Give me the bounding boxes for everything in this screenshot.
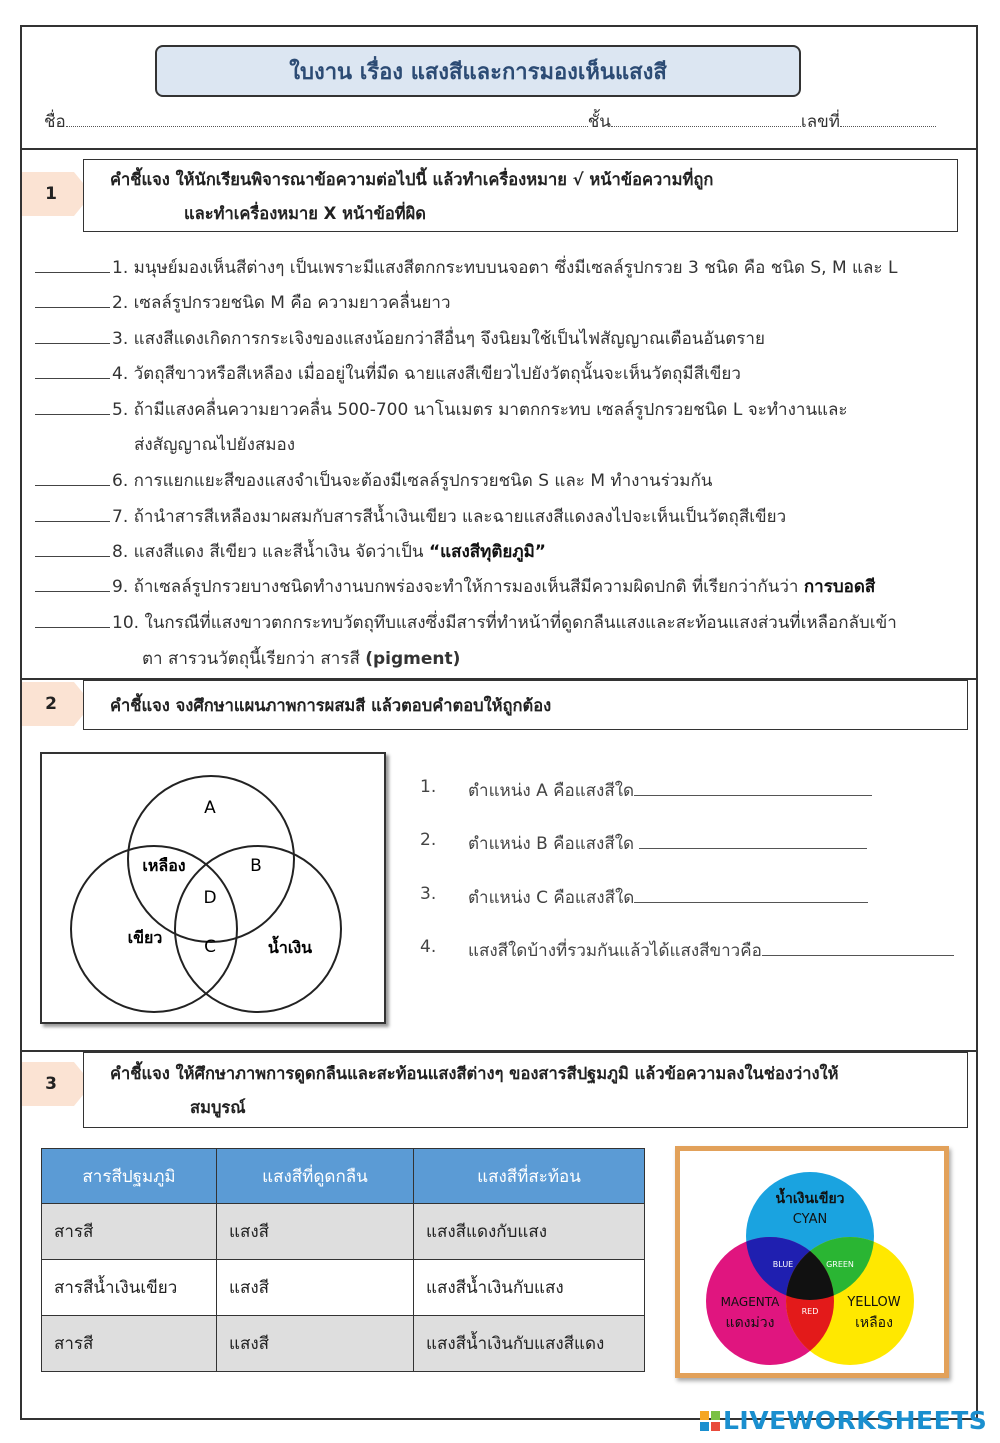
section-1-instruction — [83, 159, 958, 232]
table-row — [42, 1204, 645, 1260]
statement-9: 9. ถ้าเซลล์รูปกรวยบางชนิดทำงานบกพร่องจะทำให้การมองเห็นสีมีความผิดปกติ ที่เรียกว่ากันว่า การบอดสี — [35, 573, 875, 600]
brand-footer[interactable] — [700, 1406, 987, 1435]
statement-5: 5. ถ้ามีแสงคลื่นความยาวคลื่น 500-700 นาโนเมตร มาตกกระทบ เซลล์รูปกรวยชนิด L จะทำงานและ — [35, 396, 848, 423]
answer-blank[interactable] — [35, 414, 110, 415]
statement-10-cont: ตา สารวนวัตถุนี้เรียกว่า สารสี (pigment) — [142, 649, 461, 669]
table-cell[interactable]: แสงสีน้ำเงินกับแสง — [414, 1260, 645, 1316]
table-row — [42, 1260, 645, 1316]
worksheet-title-box — [155, 45, 801, 97]
answer-blank[interactable] — [35, 485, 110, 486]
name-label: ชื่อ — [44, 112, 66, 132]
statement-5-cont: ส่งสัญญาณไปยังสมอง — [134, 435, 296, 455]
number-label: เลขที่ — [800, 112, 840, 132]
name-field[interactable] — [66, 112, 588, 127]
class-field[interactable] — [611, 112, 801, 127]
section-2-number: 2 — [45, 694, 57, 714]
table-header: สารสีปฐมภูมิ — [42, 1149, 217, 1204]
cyan-thai-label: น้ำเงินเขียว — [775, 1191, 845, 1207]
liveworksheets-logo-icon — [700, 1411, 720, 1431]
section-1-instruction-line1: คำชี้แจง ให้นักเรียนพิจารณาข้อความต่อไปนี้ แล้วทำเครื่องหมาย √ หน้าข้อความที่ถูก — [110, 170, 714, 189]
venn-label-green: เขียว — [127, 928, 163, 947]
section-3-number: 3 — [45, 1074, 57, 1094]
venn-label-a: A — [204, 798, 216, 818]
blue-label: BLUE — [772, 1260, 794, 1269]
venn-label-d: D — [203, 888, 217, 908]
answer-blank[interactable] — [35, 307, 110, 308]
table-cell[interactable]: สารสี — [42, 1316, 217, 1372]
cyan-label: CYAN — [792, 1212, 828, 1227]
answer-blank[interactable] — [35, 556, 110, 557]
magenta-label: MAGENTA — [720, 1295, 780, 1309]
brand-text: LIVEWORKSHEETS — [723, 1406, 988, 1435]
statement-6: 6. การแยกแยะสีของแสงจำเป็นจะต้องมีเซลล์รูปกรวยชนิด S และ M ทำงานร่วมกัน — [35, 467, 712, 494]
section-1-marker — [22, 172, 88, 216]
answer-blank[interactable] — [35, 272, 110, 273]
venn-label-c: C — [204, 937, 216, 957]
green-label: GREEN — [826, 1260, 854, 1269]
cmy-venn-diagram — [675, 1146, 949, 1378]
yellow-label: YELLOW — [847, 1295, 901, 1310]
answer-field[interactable] — [639, 834, 867, 849]
section-3-instruction-line1: คำชี้แจง ให้ศึกษาภาพการดูดกลืนและสะท้อนแสงสีต่างๆ ของสารสีปฐมภูมิ แล้วข้อความลงในช่องว่างให้ — [110, 1064, 839, 1083]
statement-8: 8. แสงสีแดง สีเขียว และสีน้ำเงิน จัดว่าเป็น “แสงสีทุติยภูมิ” — [35, 538, 546, 565]
section-2-instruction-text: คำชี้แจง จงศึกษาแผนภาพการผสมสี แล้วตอบคำตอบให้ถูกต้อง — [110, 696, 552, 715]
class-label: ชั้น — [587, 112, 611, 132]
table-cell[interactable]: แสงสี — [217, 1316, 414, 1372]
table-header-row — [42, 1149, 645, 1204]
table-cell[interactable]: แสงสี — [217, 1204, 414, 1260]
red-label: RED — [801, 1307, 819, 1316]
section-2-instruction — [83, 680, 968, 730]
venn-label-b: B — [250, 856, 262, 876]
statement-2: 2. เซลล์รูปกรวยชนิด M คือ ความยาวคลื่นยาว — [35, 289, 451, 316]
table-cell[interactable]: แสงสี — [217, 1260, 414, 1316]
number-field[interactable] — [840, 112, 936, 127]
section-3-instruction-line2: สมบูรณ์ — [190, 1098, 246, 1117]
venn-label-blue: น้ำเงิน — [267, 938, 313, 957]
worksheet-title: ใบงาน เรื่อง แสงสีและการมองเห็นแสงสี — [289, 59, 667, 85]
yellow-thai-label: เหลือง — [855, 1315, 893, 1331]
section-1-number: 1 — [45, 184, 57, 204]
section-2-marker — [22, 682, 88, 726]
answer-blank[interactable] — [35, 378, 110, 379]
table-cell[interactable]: แสงสีแดงกับแสง — [414, 1204, 645, 1260]
statement-4: 4. วัตถุสีขาวหรือสีเหลือง เมื่ออยู่ในที่มืด ฉายแสงสีเขียวไปยังวัตถุนั้นจะเห็นวัตถุมีสีเขียว — [35, 360, 741, 387]
pigment-table — [41, 1148, 645, 1372]
answer-blank[interactable] — [35, 591, 110, 592]
header-divider — [20, 148, 978, 150]
section-3-instruction — [83, 1052, 968, 1128]
table-cell[interactable]: สารสี — [42, 1204, 217, 1260]
answer-blank[interactable] — [35, 343, 110, 344]
answer-blank[interactable] — [35, 521, 110, 522]
venn-label-yellow: เหลือง — [142, 856, 186, 875]
student-info-line — [44, 108, 964, 135]
statement-10: 10. ในกรณีที่แสงขาวตกกระทบวัตถุทึบแสงซึ่งมีสารที่ทำหน้าที่ดูดกลืนแสงและสะท้อนแสงส่วนที่เหลือกลับเข้า — [35, 609, 897, 636]
magenta-thai-label: แดงม่วง — [725, 1315, 775, 1331]
section-3-marker — [22, 1062, 88, 1106]
table-cell[interactable]: แสงสีน้ำเงินกับแสงสีแดง — [414, 1316, 645, 1372]
statement-7: 7. ถ้านำสารสีเหลืองมาผสมกับสารสีน้ำเงินเขียว และฉายแสงสีแดงลงไปจะเห็นเป็นวัตถุสีเขียว — [35, 503, 786, 530]
answer-field[interactable] — [762, 941, 954, 956]
statement-1: 1. มนุษย์มองเห็นสีต่างๆ เป็นเพราะมีแสงสีตกกระทบบนจอตา ซึ่งมีเซลล์รูปกรวย 3 ชนิด คือ ชนิด S, M และ L — [35, 254, 897, 281]
rgb-venn-diagram — [40, 752, 386, 1024]
statement-3: 3. แสงสีแดงเกิดการกระเจิงของแสงน้อยกว่าสีอื่นๆ จึงนิยมใช้เป็นไฟสัญญาณเตือนอันตราย — [35, 325, 765, 352]
table-cell[interactable]: สารสีน้ำเงินเขียว — [42, 1260, 217, 1316]
table-row — [42, 1316, 645, 1372]
table-header: แสงสีที่สะท้อน — [414, 1149, 645, 1204]
table-header: แสงสีที่ดูดกลืน — [217, 1149, 414, 1204]
answer-field[interactable] — [634, 888, 868, 903]
answer-blank[interactable] — [35, 627, 110, 628]
section-1-instruction-line2: และทำเครื่องหมาย X หน้าข้อที่ผิด — [184, 204, 427, 223]
answer-field[interactable] — [634, 781, 872, 796]
